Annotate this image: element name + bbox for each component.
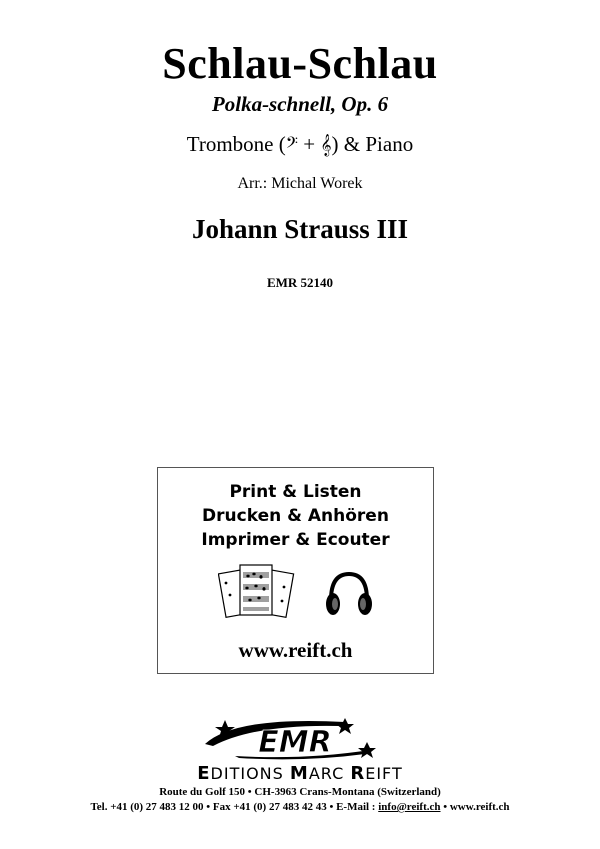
reift-initial: R <box>350 763 366 784</box>
publisher-name <box>0 763 600 784</box>
promo-url[interactable]: www.reift.ch <box>238 638 353 662</box>
marc-rest: ARC <box>308 764 351 783</box>
instrumentation-prefix: Trombone ( <box>186 132 286 156</box>
editions-initial: E <box>197 763 211 784</box>
sheet-music-icon <box>218 561 296 623</box>
arranger: Arr.: Michal Worek <box>237 175 363 192</box>
publisher-contact <box>0 801 600 813</box>
email-link[interactable]: info@reift.ch <box>378 801 441 813</box>
instrumentation-suffix: ) & Piano <box>331 132 414 156</box>
print-listen-box <box>157 467 434 674</box>
plus-sign: + <box>297 132 321 156</box>
headphones-icon <box>323 568 375 620</box>
title: Schlau-Schlau <box>162 39 438 88</box>
editions-rest: DITIONS <box>210 764 290 783</box>
catalog-number: EMR 52140 <box>266 275 334 290</box>
emr-logo <box>195 714 395 760</box>
instrumentation <box>0 132 600 157</box>
contact-prefix: Tel. +41 (0) 27 483 12 00 • Fax +41 (0) 27 483 42 43 • E-Mail : <box>90 801 379 813</box>
treble-clef-icon: 𝄞 <box>320 134 332 156</box>
bass-clef-icon: 𝄢 <box>285 134 298 156</box>
subtitle: Polka-schnell, Op. 6 <box>211 92 389 116</box>
promo-line-german: Drucken & Anhören <box>202 506 389 526</box>
composer: Johann Strauss III <box>191 214 409 244</box>
promo-line-french: Imprimer & Ecouter <box>201 530 390 550</box>
marc-initial: M <box>289 763 309 784</box>
emr-logo-text: EMR <box>258 725 332 760</box>
reift-rest: EIFT <box>365 764 403 783</box>
contact-suffix: • www.reift.ch <box>440 801 510 813</box>
publisher-address: Route du Golf 150 • CH-3963 Crans-Montana (Switzerland) <box>159 786 441 798</box>
promo-line-english: Print & Listen <box>229 482 362 502</box>
